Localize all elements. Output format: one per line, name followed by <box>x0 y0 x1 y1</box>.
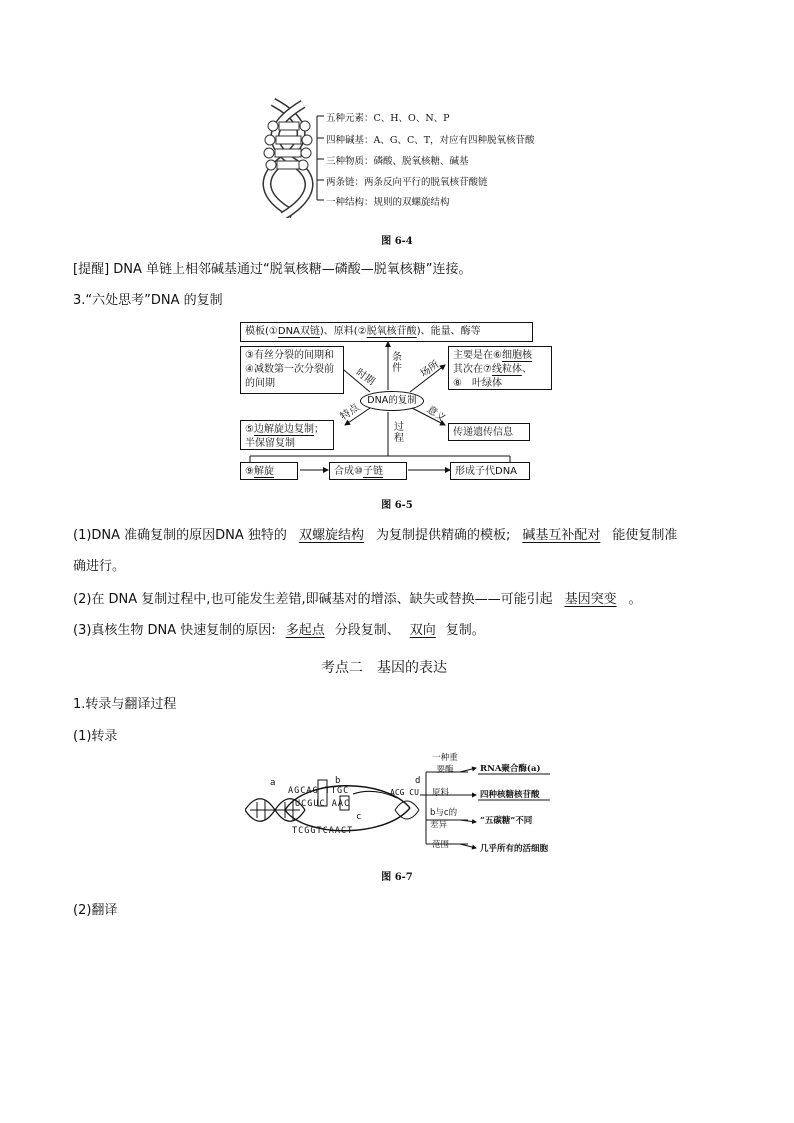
answer-gene-mutation: 基因突变 <box>564 592 617 607</box>
replication-time-box: ③有丝分裂的间期和④减数第一次分裂前的间期 <box>240 346 344 394</box>
answer-bidirectional: 双向 <box>409 623 436 638</box>
paragraph-1-cont: 确进行。 <box>73 559 126 574</box>
paragraph-3 <box>73 622 485 640</box>
value-all-living-cells: 几乎所有的活细胞 <box>480 844 549 854</box>
step-synthesis-box <box>329 462 407 480</box>
answer-base-pairing: 碱基互补配对 <box>522 528 601 543</box>
step-form-dna-box: 形成子代DNA <box>450 462 530 480</box>
answer-dna-strands: DNA双链 <box>277 326 320 337</box>
label-process: 过程 <box>394 422 404 444</box>
step-unwind-box <box>240 462 298 480</box>
subheading-translation: (2)翻译 <box>73 903 118 918</box>
para2-end: 。 <box>628 592 642 607</box>
label-meaning: 意义 <box>424 404 448 425</box>
label-condition: 条件 <box>392 352 402 374</box>
place-main: 主要是在⑥ <box>453 350 502 361</box>
answer-daughter-strand: 子链 <box>362 466 383 477</box>
label-place: 场所 <box>418 359 442 380</box>
fig64-item-3: 三种物质：磷酸、脱氧核糖、碱基 <box>326 156 469 167</box>
para1-text-2: 为复制提供精确的模板; <box>375 528 511 543</box>
para2-text: (2)在 DNA 复制过程中,也可能发生差错,即碱基对的增添、缺失或替换——可能引起 <box>73 592 553 607</box>
fig64-item-4: 两条链：两条反向平行的脱氧核苷酸链 <box>326 177 488 188</box>
para1-text: (1)DNA 准确复制的原因DNA 独特的 <box>73 528 287 543</box>
subheading-transcription-translation: 1.转录与翻译过程 <box>73 697 177 712</box>
feature-separator: ； <box>313 424 324 435</box>
subheading-transcription: (1)转录 <box>73 729 118 744</box>
key-important-enzyme: 一种重要酶 <box>432 753 458 775</box>
step-synthesis: 合成⑩ <box>334 466 363 477</box>
paragraph-1 <box>73 527 677 545</box>
value-rna-polymerase: RNA聚合酶(a) <box>480 764 541 774</box>
material-text: )、原料(② <box>319 326 367 337</box>
section-heading: 考点二 基因的表达 <box>321 660 447 676</box>
replication-template-box <box>240 322 533 342</box>
answer-unwinding-while-copying: 边解旋边复制 <box>253 424 314 435</box>
heading-dna-replication: 3.“六处思考”DNA 的复制 <box>73 293 223 308</box>
dna-template-strand: AGCAG TTGC <box>288 786 350 796</box>
mark-d: d <box>415 776 421 786</box>
figure-caption: 图 6-7 <box>381 872 413 883</box>
energy-enzyme-text: )、能量、酶等 <box>416 326 481 337</box>
answer-unwind: 解旋 <box>253 466 274 477</box>
replication-place-box <box>448 346 552 390</box>
label-time: 时期 <box>353 367 377 388</box>
para1-text-3: 能使复制准 <box>612 528 678 543</box>
para3-text-2: 分段复制、 <box>334 623 400 638</box>
answer-multiple-origins: 多起点 <box>285 623 325 638</box>
place-number: ⑧ <box>453 378 462 389</box>
dna-replication-center: DNA的复制 <box>360 391 424 411</box>
tip-text: [提醒] DNA 单链上相邻碱基通过“脱氧核糖—磷酸—脱氧核糖”连接。 <box>73 262 472 277</box>
brace-lines <box>310 108 324 208</box>
mark-c: c <box>356 812 362 822</box>
rna-strand: UCGUC AAC <box>295 799 351 809</box>
answer-mitochondria: 线粒体 <box>491 364 522 375</box>
mark-b: b <box>335 776 341 786</box>
answer-double-helix: 双螺旋结构 <box>298 528 364 543</box>
answer-nucleus: 细胞核 <box>501 350 532 361</box>
para3-text: (3)真核生物 DNA 快速复制的原因: <box>73 623 276 638</box>
paragraph-2 <box>73 591 642 609</box>
fig64-item-5: 一种结构：规则的双螺旋结构 <box>326 197 450 208</box>
key-scope: 范围 <box>432 840 450 850</box>
label-feature: 特点 <box>338 402 362 423</box>
figure-caption: 图 6-4 <box>381 236 413 247</box>
separator: 、 <box>521 364 532 375</box>
key-raw-material: 原料 <box>432 788 450 798</box>
fig64-item-1: 五种元素：C、H、O、N、P <box>326 113 450 124</box>
value-ribonucleotides: 四种核糖核苷酸 <box>480 790 540 800</box>
place-secondary: 其次在⑦ <box>453 364 492 375</box>
template-text: 模板(① <box>245 326 278 337</box>
step-number: ⑨ <box>245 466 254 477</box>
answer-semi-conservative: 半保留复制 <box>245 438 295 449</box>
dna-coding-strand: TCGGTCAACT <box>292 826 354 836</box>
feature-number: ⑤ <box>245 424 254 435</box>
mark-a: a <box>270 778 276 788</box>
answer-chloroplast: 叶绿体 <box>471 378 502 389</box>
figure-caption: 图 6-5 <box>381 500 413 511</box>
value-pentose-difference: “五碳糖”不同 <box>480 816 533 826</box>
rna-end: ACG CU <box>390 788 419 797</box>
answer-deoxynucleotide: 脱氧核苷酸 <box>366 326 417 337</box>
fig64-item-2: 四种碱基：A、G、C、T，对应有四种脱氧核苷酸 <box>326 135 535 146</box>
key-b-c-difference: b与c的差异 <box>430 808 458 830</box>
para3-end: 复制。 <box>445 623 485 638</box>
replication-meaning-box: 传递遗传信息 <box>448 423 530 441</box>
replication-feature-box <box>240 420 334 450</box>
